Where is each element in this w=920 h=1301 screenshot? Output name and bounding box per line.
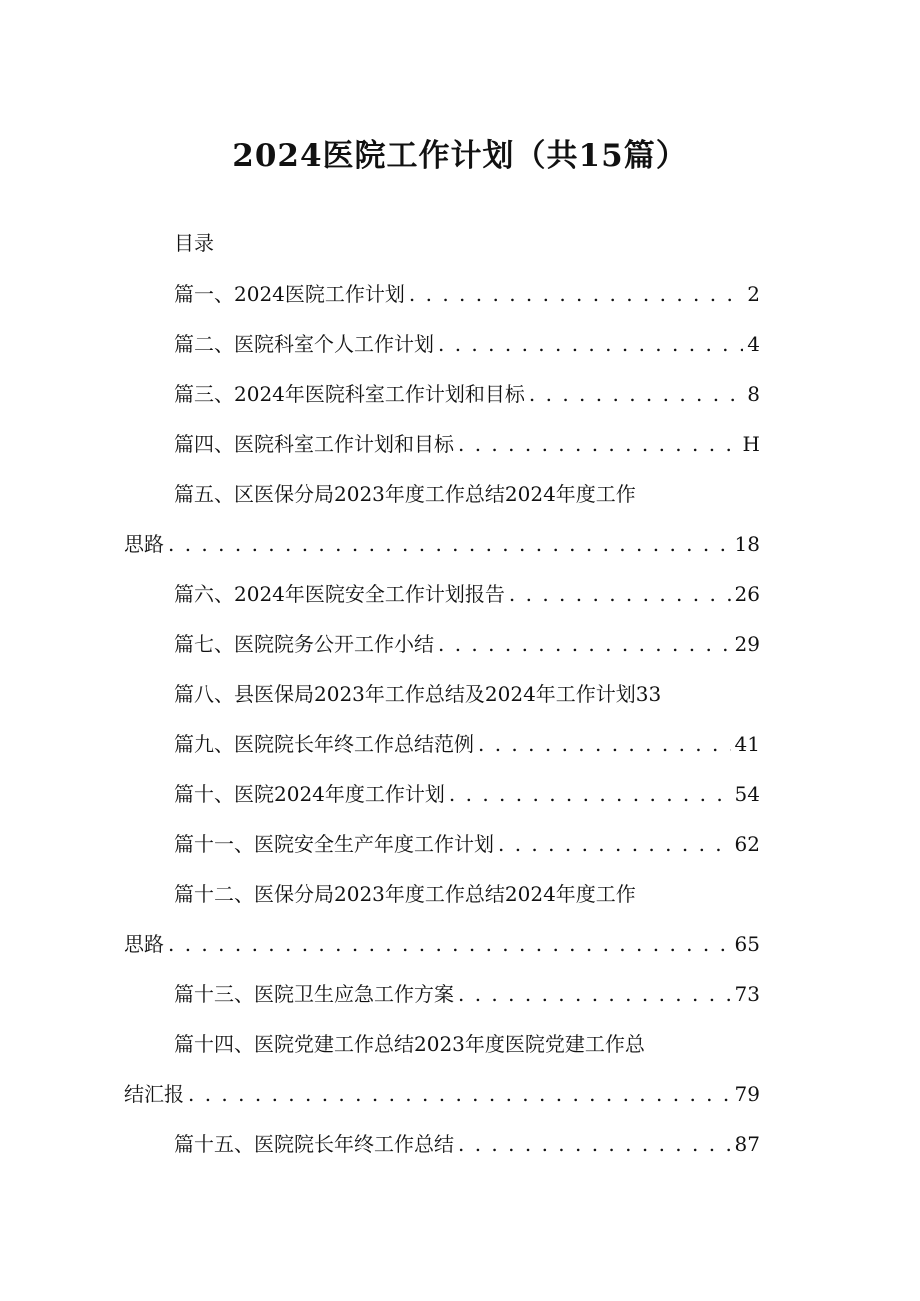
toc-entry-14-title[interactable]: 篇十四、医院党建工作总结2023年度医院党建工作总: [174, 1032, 645, 1056]
toc-entry-continuation: 结汇报: [124, 1082, 184, 1106]
toc-entry-title: 篇十五、医院院长年终工作总结: [174, 1132, 454, 1156]
toc-entry-page: 79: [734, 1082, 760, 1106]
toc-entry-title: 篇十三、医院卫生应急工作方案: [174, 982, 454, 1006]
leader-dots: [168, 529, 731, 559]
toc-entry-title: 篇七、医院院务公开工作小结: [174, 632, 434, 656]
toc-entry-continuation: 思路: [124, 532, 164, 556]
toc-entry-10[interactable]: [174, 779, 760, 809]
toc-entry-page: 87: [734, 1132, 760, 1156]
toc-entry-title: 篇一、2024医院工作计划: [174, 282, 405, 306]
leader-dots: [168, 929, 731, 959]
leader-dots: [458, 1129, 731, 1159]
toc-entry-title: 篇六、2024年医院安全工作计划报告: [174, 582, 505, 606]
leader-dots: [438, 329, 743, 359]
leader-dots: [529, 379, 743, 409]
document-title: 2024医院工作计划（共15篇）: [232, 138, 688, 174]
toc-entry-8[interactable]: 篇八、县医保局2023年工作总结及2024年工作计划33: [174, 682, 662, 706]
leader-dots: [478, 729, 731, 759]
toc-entry-1[interactable]: [174, 279, 760, 309]
toc-entry-page: 8: [747, 382, 760, 406]
toc-heading: 目录: [174, 231, 214, 255]
toc-entry-title: 篇十、医院2024年度工作计划: [174, 782, 445, 806]
toc-entry-page: 73: [734, 982, 760, 1006]
toc-entry-13[interactable]: [174, 979, 760, 1009]
toc-entry-page: 29: [734, 632, 760, 656]
toc-entry-page: 41: [734, 732, 760, 756]
toc-entry-title: 篇四、医院科室工作计划和目标: [174, 432, 454, 456]
toc-entry-12-continuation[interactable]: [124, 929, 760, 959]
toc-entry-15[interactable]: [174, 1129, 760, 1159]
toc-entry-11[interactable]: [174, 829, 760, 859]
toc-entry-5-continuation[interactable]: [124, 529, 760, 559]
leader-dots: [438, 629, 731, 659]
leader-dots: [498, 829, 731, 859]
toc-entry-title: 篇三、2024年医院科室工作计划和目标: [174, 382, 525, 406]
leader-dots: [449, 779, 731, 809]
toc-entry-page: 62: [734, 832, 760, 856]
toc-entry-5-title[interactable]: 篇五、区医保分局2023年度工作总结2024年度工作: [174, 482, 636, 506]
toc-entry-page: H: [742, 432, 760, 456]
toc-entry-14-continuation[interactable]: [124, 1079, 760, 1109]
leader-dots: [458, 429, 739, 459]
toc-entry-page: 65: [734, 932, 760, 956]
toc-entry-page: 26: [734, 582, 760, 606]
toc-entry-page: 2: [747, 282, 760, 306]
toc-entry-title: 篇九、医院院长年终工作总结范例: [174, 732, 474, 756]
toc-entry-page: 54: [734, 782, 760, 806]
leader-dots: [409, 279, 743, 309]
toc-entry-12-title[interactable]: 篇十二、医保分局2023年度工作总结2024年度工作: [174, 882, 636, 906]
toc-entry-page: 4: [747, 332, 760, 356]
toc-entry-4[interactable]: [174, 429, 760, 459]
leader-dots: [509, 579, 731, 609]
toc-entry-continuation: 思路: [124, 932, 164, 956]
toc-entry-2[interactable]: [174, 329, 760, 359]
toc-entry-3[interactable]: [174, 379, 760, 409]
toc-entry-title: 篇十一、医院安全生产年度工作计划: [174, 832, 494, 856]
toc-entry-6[interactable]: [174, 579, 760, 609]
toc-entry-page: 18: [734, 532, 760, 556]
leader-dots: [458, 979, 731, 1009]
toc-entry-7[interactable]: [174, 629, 760, 659]
leader-dots: [188, 1079, 731, 1109]
toc-entry-title: 篇二、医院科室个人工作计划: [174, 332, 434, 356]
toc-entry-9[interactable]: [174, 729, 760, 759]
